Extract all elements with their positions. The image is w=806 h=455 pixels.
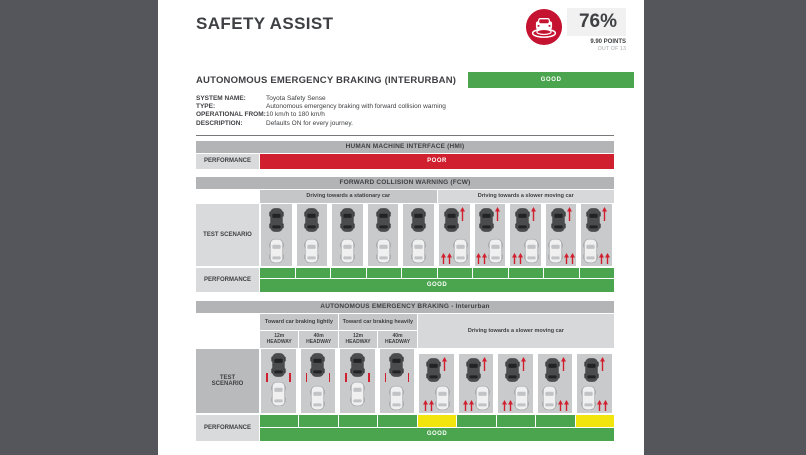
red-up-arrow-icon — [561, 357, 566, 371]
safety-assist-score — [525, 8, 626, 52]
detail-label: SYSTEM NAME: — [196, 95, 246, 102]
performance-segment-good — [580, 268, 615, 278]
red-up-arrow-icon — [518, 253, 523, 264]
red-up-arrow-icon — [602, 207, 607, 221]
dark-car-icon — [505, 357, 520, 383]
light-car-icon — [340, 238, 355, 264]
performance-segment-good — [497, 415, 535, 427]
detail-value: Toyota Safety Sense — [266, 95, 326, 102]
light-car-icon — [350, 381, 365, 407]
red-up-arrow-icon — [476, 253, 481, 264]
performance-segment-good — [260, 268, 295, 278]
aeb-summary-row — [196, 72, 614, 88]
fcw-group-stationary: Driving towards a stationary car — [260, 190, 437, 203]
light-car-icon — [376, 238, 391, 264]
fcw-performance-bar-good: GOOD — [260, 279, 614, 292]
hmi-table — [196, 141, 614, 169]
red-up-arrow-icon — [564, 400, 569, 411]
test-scenario-cell — [417, 349, 456, 413]
red-up-arrow-icon — [570, 253, 575, 264]
dark-car-icon — [310, 352, 325, 378]
red-up-arrow-icon — [463, 400, 468, 411]
performance-segment-good — [260, 415, 298, 427]
performance-segment-good — [509, 268, 544, 278]
red-up-arrow-icon — [508, 400, 513, 411]
test-scenario-cell — [575, 349, 614, 413]
detail-label: OPERATIONAL FROM: — [196, 111, 266, 119]
dark-car-icon — [269, 207, 284, 233]
test-scenario-cell — [338, 349, 377, 413]
dark-car-icon — [444, 207, 459, 233]
headway-distance: 12m — [274, 333, 285, 340]
dark-car-icon — [466, 357, 481, 383]
detail-label: DESCRIPTION: — [196, 119, 243, 127]
headway-label: HEADWAY — [266, 339, 292, 346]
test-scenario-cell — [496, 349, 535, 413]
red-up-arrow-icon — [599, 253, 604, 264]
test-scenario-cell — [330, 204, 365, 266]
hmi-section-header: HUMAN MACHINE INTERFACE (HMI) — [196, 141, 614, 153]
dark-car-icon — [304, 207, 319, 233]
red-up-arrow-icon — [441, 253, 446, 264]
test-scenario-cell — [401, 204, 436, 266]
score-percent: 76% — [567, 8, 626, 36]
performance-segment-good — [402, 268, 437, 278]
detail-label: TYPE: — [196, 103, 216, 111]
light-car-icon — [435, 385, 450, 411]
fcw-performance-segments — [260, 268, 614, 278]
test-scenario-cell — [508, 204, 543, 266]
aeb-performance-label: PERFORMANCE — [196, 415, 259, 441]
red-up-arrow-icon — [567, 207, 572, 221]
performance-segment-good — [544, 268, 579, 278]
dark-car-icon — [350, 352, 365, 378]
red-up-arrow-icon — [558, 400, 563, 411]
light-car-icon — [583, 238, 598, 264]
dark-car-icon — [389, 352, 404, 378]
dark-car-icon — [340, 207, 355, 233]
light-car-icon — [269, 238, 284, 264]
test-scenario-cell — [457, 349, 496, 413]
light-car-icon — [581, 385, 596, 411]
fcw-table — [196, 177, 614, 292]
red-up-arrow-icon — [531, 207, 536, 221]
detail-row — [196, 103, 614, 111]
test-scenario-cell — [473, 204, 508, 266]
aeb-performance-segments — [260, 415, 614, 427]
car-radar-icon — [525, 8, 563, 51]
dark-car-icon — [271, 352, 286, 378]
light-car-icon — [453, 238, 468, 264]
performance-segment-good — [339, 415, 377, 427]
performance-segment-good — [367, 268, 402, 278]
aeb-headway-cell — [299, 331, 337, 348]
aeb-summary-heading: AUTONOMOUS EMERGENCY BRAKING (INTERURBAN) — [196, 74, 457, 86]
light-car-icon — [271, 381, 286, 407]
detail-row — [196, 120, 614, 128]
page-header — [196, 8, 626, 62]
red-up-arrow-icon — [512, 253, 517, 264]
red-up-arrow-icon — [482, 253, 487, 264]
red-up-arrow-icon — [460, 207, 465, 221]
aeb-summary-rating-badge: GOOD — [468, 72, 634, 88]
performance-segment-marginal — [576, 415, 614, 427]
fcw-scenario-cells — [259, 204, 614, 266]
red-up-arrow-icon — [469, 400, 474, 411]
headway-label: HEADWAY — [306, 339, 332, 346]
red-up-arrow-icon — [521, 357, 526, 371]
headway-label: HEADWAY — [345, 339, 371, 346]
aeb-headway-cell — [339, 331, 377, 348]
light-car-icon — [411, 238, 426, 264]
performance-segment-marginal — [418, 415, 456, 427]
red-up-arrow-icon — [502, 400, 507, 411]
detail-value: 10 km/h to 180 km/h — [266, 111, 325, 119]
dark-car-icon — [426, 357, 441, 383]
red-up-arrow-icon — [447, 253, 452, 264]
aeb-group-braking-lightly: Toward car braking lightly — [260, 314, 338, 330]
red-up-arrow-icon — [442, 357, 447, 371]
red-up-arrow-icon — [597, 400, 602, 411]
light-car-icon — [514, 385, 529, 411]
dark-car-icon — [479, 207, 494, 233]
detail-value: Autonomous emergency braking with forward collision warning — [266, 103, 446, 111]
dark-car-icon — [584, 357, 599, 383]
headway-distance: 40m — [392, 333, 403, 340]
red-up-arrow-icon — [495, 207, 500, 221]
light-car-icon — [389, 385, 404, 411]
performance-segment-good — [296, 268, 331, 278]
aeb-column-headers — [260, 314, 614, 348]
detail-row — [196, 95, 614, 103]
hmi-performance-label: PERFORMANCE — [196, 154, 259, 169]
performance-segment-good — [299, 415, 337, 427]
detail-row — [196, 111, 614, 119]
headway-distance: 12m — [353, 333, 364, 340]
test-scenario-cell — [299, 349, 338, 413]
dark-car-icon — [411, 207, 426, 233]
aeb-table — [196, 301, 614, 441]
test-scenario-cell — [259, 204, 294, 266]
test-scenario-cell — [544, 204, 579, 266]
fcw-performance-label: PERFORMANCE — [196, 268, 259, 292]
red-up-arrow-icon — [600, 357, 605, 371]
test-scenario-cell — [437, 204, 472, 266]
aeb-performance-bar-good: GOOD — [260, 428, 614, 441]
light-car-icon — [488, 238, 503, 264]
red-up-arrow-icon — [429, 400, 434, 411]
test-scenario-cell — [366, 204, 401, 266]
test-scenario-cell — [378, 349, 417, 413]
red-up-arrow-icon — [603, 400, 608, 411]
fcw-test-scenario-label: TEST SCENARIO — [196, 204, 259, 266]
performance-segment-good — [473, 268, 508, 278]
test-scenario-cell — [536, 349, 575, 413]
test-scenario-cell — [295, 204, 330, 266]
performance-segment-good — [438, 268, 473, 278]
aeb-group-braking-heavily: Toward car braking heavily — [339, 314, 417, 330]
page-title: SAFETY ASSIST — [196, 14, 334, 33]
aeb-section-header: AUTONOMOUS EMERGENCY BRAKING - Interurban — [196, 301, 614, 313]
score-points: 9.90 POINTS — [590, 39, 626, 45]
fcw-section-header: FORWARD COLLISION WARNING (FCW) — [196, 177, 614, 189]
aeb-group-slower-moving: Driving towards a slower moving car — [418, 314, 614, 348]
dark-car-icon — [515, 207, 530, 233]
system-details — [196, 95, 614, 128]
test-scenario-cell — [579, 204, 614, 266]
dark-car-icon — [376, 207, 391, 233]
fcw-group-labels — [260, 190, 614, 203]
red-up-arrow-icon — [605, 253, 610, 264]
aeb-headway-cell — [378, 331, 416, 348]
aeb-scenario-cells — [259, 349, 614, 413]
performance-segment-good — [536, 415, 574, 427]
score-out-of: OUT OF 13 — [597, 46, 626, 52]
light-car-icon — [304, 238, 319, 264]
detail-value: Defaults ON for every journey. — [266, 119, 353, 127]
dark-car-icon — [545, 357, 560, 383]
light-car-icon — [548, 238, 563, 264]
hmi-performance-bar-poor: POOR — [260, 154, 614, 169]
report-page — [158, 0, 644, 455]
light-car-icon — [542, 385, 557, 411]
dark-car-icon — [551, 207, 566, 233]
performance-segment-good — [457, 415, 495, 427]
red-up-arrow-icon — [482, 357, 487, 371]
performance-segment-good — [378, 415, 416, 427]
aeb-test-scenario-label: TEST SCENARIO — [196, 349, 259, 413]
headway-label: HEADWAY — [384, 339, 411, 346]
light-car-icon — [524, 238, 539, 264]
red-up-arrow-icon — [423, 400, 428, 411]
light-car-icon — [475, 385, 490, 411]
red-up-arrow-icon — [564, 253, 569, 264]
dark-car-icon — [586, 207, 601, 233]
test-scenario-cell — [259, 349, 298, 413]
light-car-icon — [310, 385, 325, 411]
aeb-headway-cell — [260, 331, 298, 348]
performance-segment-good — [331, 268, 366, 278]
fcw-group-moving: Driving towards a slower moving car — [438, 190, 615, 203]
section-divider — [196, 135, 614, 136]
headway-distance: 40m — [313, 333, 324, 340]
